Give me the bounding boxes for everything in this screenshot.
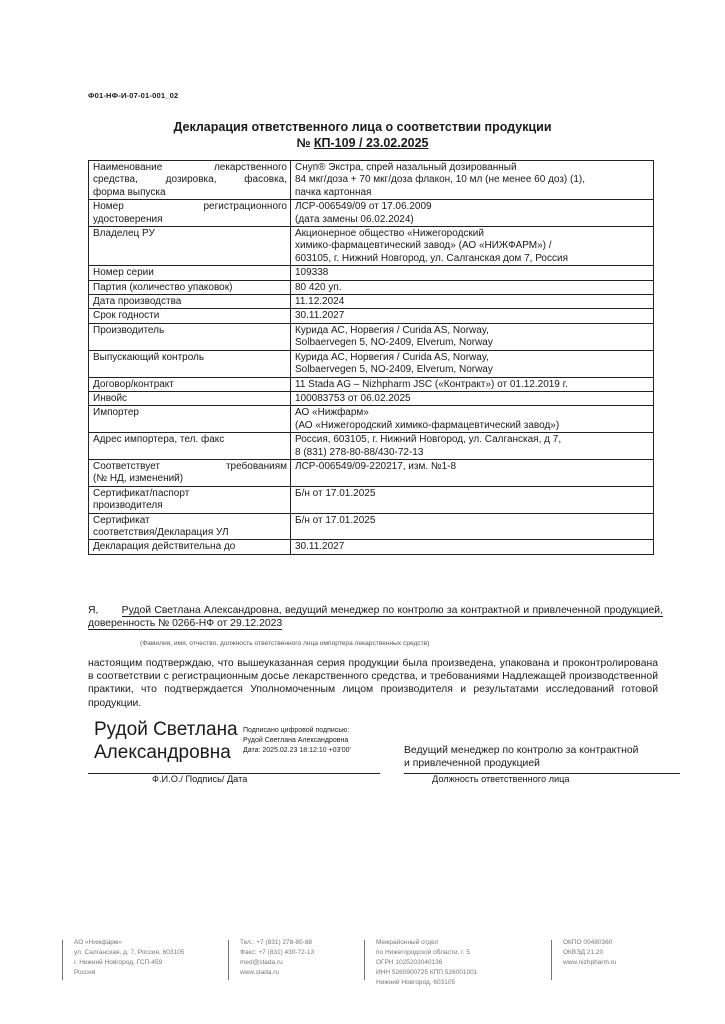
signature-caption: Ф.И.О./ Подпись/ Дата (152, 774, 248, 784)
footer-company-block: АО «Нижфарм» ул. Салганская, д. 7, Россия, 603105 г. Нижний Новгород, ГСП-459 Россия (74, 938, 184, 978)
table-row (89, 266, 654, 280)
row-label: Владелец РУ (89, 227, 291, 266)
row-label: Адрес импортера, тел. факс (89, 433, 291, 460)
row-value: Б/н от 17.01.2025 (291, 513, 654, 540)
row-label: Срок годности (89, 309, 291, 323)
row-value: Курида АС, Норвегия / Curida AS, Norway, Solbaervegen 5, NO-2409, Elverum, Norway (291, 350, 654, 377)
declaration-prefix: Я, (88, 605, 99, 616)
signature-name: Рудой Светлана Александровна (94, 719, 238, 763)
declarant-details: Рудой Светлана Александровна, ведущий менеджер по контролю за контрактной и привлеченной продукцией, доверенность № 0266-НФ от 29.12.2023 (88, 605, 663, 629)
row-value: Курида АС, Норвегия / Curida AS, Norway, Solbaervegen 5, NO-2409, Elverum, Norway (291, 323, 654, 350)
row-label: Номер серии (89, 266, 291, 280)
table-row (89, 227, 654, 266)
table-row (89, 486, 654, 513)
table-row (89, 540, 654, 554)
table-row (89, 295, 654, 309)
row-value: 109338 (291, 266, 654, 280)
row-label: Договор/контракт (89, 377, 291, 391)
table-row (89, 406, 654, 433)
table-row (89, 200, 654, 227)
footer-codes-block: ОКПО 00480360 ОКВЭД 21.20 www.nizhpharm.ru (563, 938, 616, 968)
product-details-table (88, 160, 654, 555)
row-value: ЛСР-006549/09-220217, изм. №1-8 (291, 459, 654, 486)
row-value: 80 420 уп. (291, 280, 654, 294)
document-number: № КП-109 / 23.02.2025 (296, 136, 429, 150)
row-value: АО «Нижфарм» (АО «Нижегородский химико-фармацевтический завод») (291, 406, 654, 433)
table-row (89, 391, 654, 405)
row-value: Снуп® Экстра, спрей назальный дозированный 84 мкг/доза + 70 мкг/доза флакон, 10 мл (не менее 60 доз) (1), пачка картонная (291, 161, 654, 200)
row-label: Сертификат/паспорт производителя (89, 486, 291, 513)
table-row (89, 433, 654, 460)
row-label: Номер регистрационного удостоверения (89, 200, 291, 227)
document-title: Декларация ответственного лица о соответствии продукции (173, 120, 552, 134)
position-caption: Должность ответственного лица (432, 774, 570, 784)
position-title: Ведущий менеджер по контролю за контрактной и привлеченной продукцией (404, 745, 639, 769)
row-value: 100083753 от 06.02.2025 (291, 391, 654, 405)
row-value: 11.12.2024 (291, 295, 654, 309)
row-value: 30.11.2027 (291, 309, 654, 323)
row-label: Импортер (89, 406, 291, 433)
declaration-number: КП-109 / 23.02.2025 (313, 136, 429, 150)
row-value: 30.11.2027 (291, 540, 654, 554)
row-label: Дата производства (89, 295, 291, 309)
footer-contacts-block: Тел.: +7 (831) 278-80-88 Факс: +7 (831) 430-72-13 med@stada.ru www.stada.ru (240, 938, 314, 978)
declaration-statement (88, 604, 663, 630)
row-value: 11 Stada AG – Nizhpharm JSC («Контракт») от 01.12.2019 г. (291, 377, 654, 391)
document-code: Ф01-НФ-И-07-01-001_02 (88, 91, 179, 100)
table-row (89, 377, 654, 391)
row-value: Акционерное общество «Нижегородский химико-фармацевтический завод» (АО «НИЖФАРМ») / 603105, г. Нижний Новгород, ул. Салганская дом 7, Россия (291, 227, 654, 266)
row-label: Производитель (89, 323, 291, 350)
digital-signature-stamp: Подписано цифровой подписью: Рудой Светлана Александровна Дата: 2025.02.23 18:12:10 +03'00' (243, 727, 351, 755)
table-row (89, 513, 654, 540)
row-value: Б/н от 17.01.2025 (291, 486, 654, 513)
row-label: Выпускающий контроль (89, 350, 291, 377)
row-value: ЛСР-006549/09 от 17.06.2009 (дата замены 06.02.2024) (291, 200, 654, 227)
table-row (89, 459, 654, 486)
table-row (89, 280, 654, 294)
declaration-note: (Фамилия, имя, отчество, должность ответственного лица импортера лекарственных средств) (140, 640, 430, 647)
confirmation-text: настоящим подтверждаю, что вышеуказанная серия продукции была произведена, упакована и проконтролирована в соответствии с регистрационным досье лекарственного средства, и требованиями Надлежащей производственной практики, что подтверждается Уполномоченным лицом производителя и результатами исследований готовой продукции. (88, 658, 658, 709)
table-row (89, 323, 654, 350)
row-value: Россия, 603105, г. Нижний Новгород, ул. Салганская, д 7, 8 (831) 278-80-88/430-72-13 (291, 433, 654, 460)
row-label: Соответствует требованиям (№ НД, изменений) (89, 459, 291, 486)
footer-registration-block: Межрайонный отдел по Нижегородской области, г. 5 ОГРН 1025203040136 ИНН 5260900725 КПП 526001001 Нижний Новгород, 603105 (376, 938, 477, 988)
row-label: Инвойс (89, 391, 291, 405)
table-row (89, 309, 654, 323)
row-label: Декларация действительна до (89, 540, 291, 554)
table-row (89, 350, 654, 377)
table-row (89, 161, 654, 200)
row-label: Партия (количество упаковок) (89, 280, 291, 294)
row-label: Сертификат соответствия/Декларация УЛ (89, 513, 291, 540)
row-label: Наименование лекарственного средства, дозировка, фасовка, форма выпуска (89, 161, 291, 200)
